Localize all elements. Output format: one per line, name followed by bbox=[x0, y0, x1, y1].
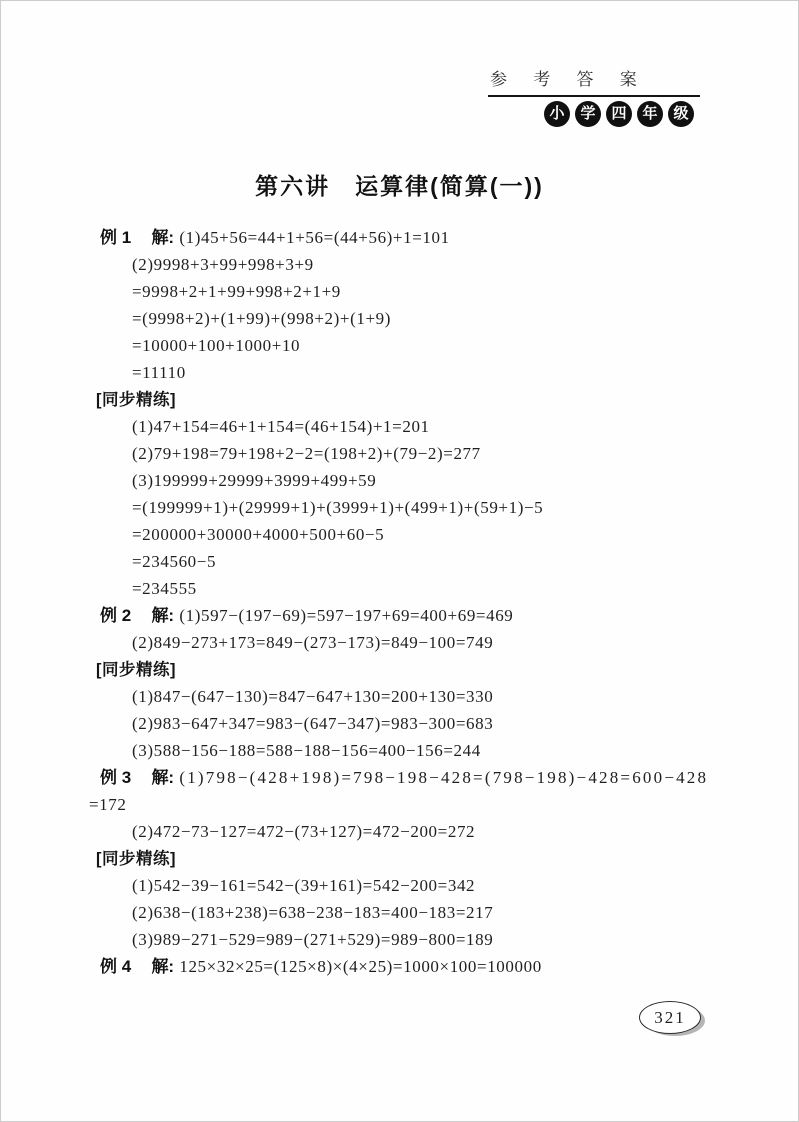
answer-line bbox=[89, 494, 717, 521]
line-text: (2)638−(183+238)=638−238−183=400−183=217 bbox=[132, 903, 494, 922]
answer-line bbox=[89, 521, 717, 548]
solve-prefix: 解: bbox=[151, 768, 175, 787]
answer-line bbox=[89, 683, 717, 710]
answer-line bbox=[89, 737, 717, 764]
header-rule bbox=[488, 95, 700, 97]
answer-line bbox=[89, 899, 717, 926]
line-text: =(9998+2)+(1+99)+(998+2)+(1+9) bbox=[132, 309, 391, 328]
header-title: 参 考 答 案 bbox=[490, 70, 648, 89]
answer-line bbox=[89, 710, 717, 737]
page-number-badge bbox=[639, 1001, 701, 1034]
answer-line bbox=[89, 602, 717, 629]
answer-line bbox=[89, 818, 717, 845]
line-text: (2)79+198=79+198+2−2=(198+2)+(79−2)=277 bbox=[132, 444, 481, 463]
line-text: (3)199999+29999+3999+499+59 bbox=[132, 471, 377, 490]
line-text: =200000+30000+4000+500+60−5 bbox=[132, 525, 385, 544]
example-label: 例 2 bbox=[100, 606, 132, 625]
answer-line bbox=[89, 656, 717, 683]
line-text: =234555 bbox=[132, 579, 197, 598]
answer-line bbox=[89, 872, 717, 899]
answer-line bbox=[89, 440, 717, 467]
grade-badge-char: 学 bbox=[575, 101, 601, 127]
line-text: [同步精练] bbox=[96, 391, 176, 409]
line-text: (1)597−(197−69)=597−197+69=400+69=469 bbox=[179, 606, 514, 625]
answer-line bbox=[89, 305, 717, 332]
answer-line bbox=[89, 791, 717, 818]
line-text: 125×32×25=(125×8)×(4×25)=1000×100=100000 bbox=[179, 957, 542, 976]
page-number: 321 bbox=[654, 1008, 686, 1027]
answer-line bbox=[89, 332, 717, 359]
grade-badge-char: 年 bbox=[637, 101, 663, 127]
answers bbox=[89, 224, 717, 980]
line-text: (3)588−156−188=588−188−156=400−156=244 bbox=[132, 741, 481, 760]
line-text: =10000+100+1000+10 bbox=[132, 336, 301, 355]
answer-line bbox=[89, 953, 717, 980]
line-text: [同步精练] bbox=[96, 661, 176, 679]
answer-line bbox=[89, 548, 717, 575]
line-text: (2)472−73−127=472−(73+127)=472−200=272 bbox=[132, 822, 476, 841]
line-text: =(199999+1)+(29999+1)+(3999+1)+(499+1)+(59+1)−5 bbox=[132, 498, 544, 517]
answer-line bbox=[89, 575, 717, 602]
solve-prefix: 解: bbox=[151, 957, 175, 976]
lecture-title: 第六讲 运算律(简算(一)) bbox=[255, 173, 544, 199]
line-text: =234560−5 bbox=[132, 552, 217, 571]
grade-badge-char: 级 bbox=[668, 101, 694, 127]
example-label: 例 4 bbox=[100, 957, 132, 976]
answer-line bbox=[89, 386, 717, 413]
answer-line bbox=[89, 224, 717, 251]
line-text: (1)798−(428+198)=798−198−428=(798−198)−428=600−428 bbox=[179, 768, 709, 787]
solve-prefix: 解: bbox=[151, 606, 175, 625]
answer-line bbox=[89, 629, 717, 656]
line-text: (2)983−647+347=983−(647−347)=983−300=683 bbox=[132, 714, 494, 733]
answer-line bbox=[89, 251, 717, 278]
line-text: =9998+2+1+99+998+2+1+9 bbox=[132, 282, 341, 301]
line-text: (1)542−39−161=542−(39+161)=542−200=342 bbox=[132, 876, 476, 895]
line-text: =11110 bbox=[132, 363, 186, 382]
example-label: 例 1 bbox=[100, 228, 132, 247]
answer-line bbox=[89, 359, 717, 386]
line-text: (1)45+56=44+1+56=(44+56)+1=101 bbox=[179, 228, 450, 247]
line-text: =172 bbox=[89, 795, 127, 814]
line-text: (2)849−273+173=849−(273−173)=849−100=749 bbox=[132, 633, 494, 652]
answer-line bbox=[89, 926, 717, 953]
answer-line bbox=[89, 467, 717, 494]
line-text: (1)47+154=46+1+154=(46+154)+1=201 bbox=[132, 417, 430, 436]
line-text: (3)989−271−529=989−(271+529)=989−800=189 bbox=[132, 930, 494, 949]
answer-line bbox=[89, 845, 717, 872]
example-label: 例 3 bbox=[100, 768, 132, 787]
solve-prefix: 解: bbox=[151, 228, 175, 247]
grade-badge bbox=[544, 101, 699, 127]
line-text: (1)847−(647−130)=847−647+130=200+130=330 bbox=[132, 687, 494, 706]
answer-line bbox=[89, 278, 717, 305]
answer-line bbox=[89, 764, 717, 791]
answer-line bbox=[89, 413, 717, 440]
line-text: [同步精练] bbox=[96, 850, 176, 868]
grade-badge-char: 小 bbox=[544, 101, 570, 127]
line-text: (2)9998+3+99+998+3+9 bbox=[132, 255, 314, 274]
grade-badge-char: 四 bbox=[606, 101, 632, 127]
